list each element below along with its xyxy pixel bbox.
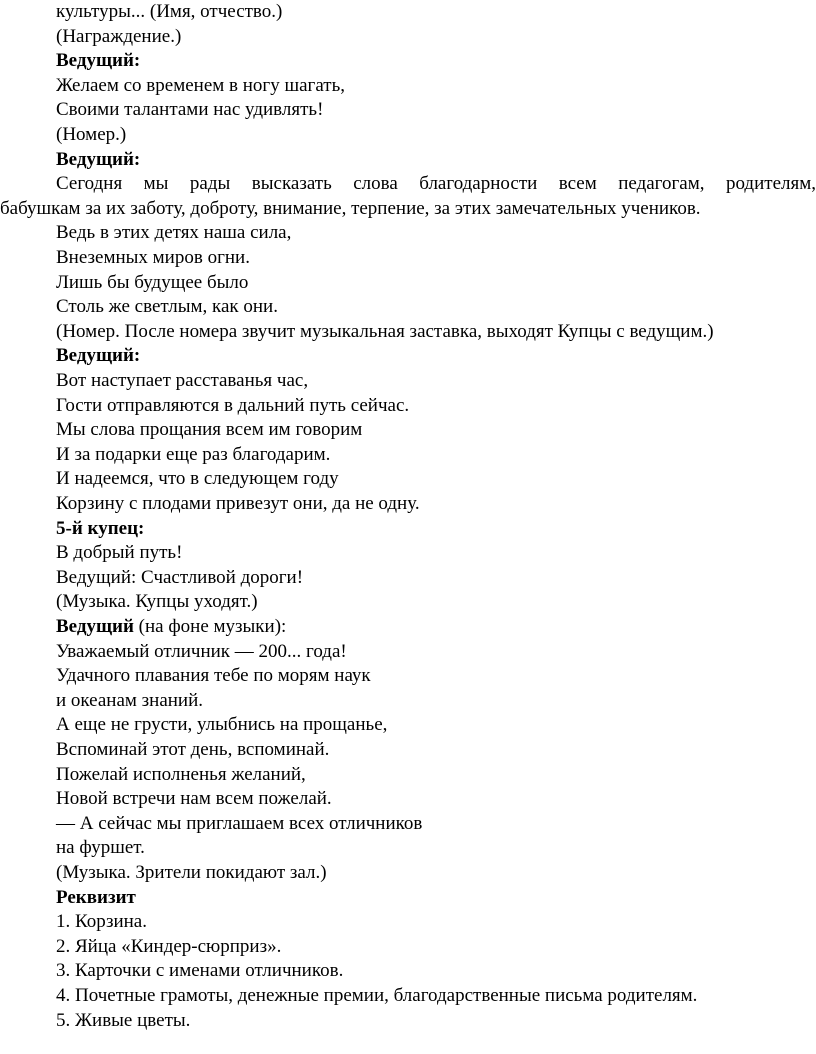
stage-direction: (Номер. После номера звучит музыкальная заставка, выходят Купцы с ведущим.): [56, 320, 714, 342]
text-line: Вспоминай этот день, вспоминай.: [56, 739, 330, 760]
text-line: Гости отправляются в дальний путь сейчас.: [56, 394, 410, 416]
text-line: Корзину с плодами привезут они, да не одну.: [56, 493, 420, 514]
paragraph-line: бабушкам за их заботу, доброту, внимание, терпение, за этих замечательных учеников.: [0, 197, 701, 219]
speaker-note: (на фоне музыки):: [133, 616, 287, 637]
text-line: Удачного плавания тебе по морям наук: [56, 665, 371, 687]
text-line: Мы слова прощания всем им говорим: [56, 419, 363, 441]
text-line: Уважаемый отличник — 200... года!: [56, 640, 347, 662]
text-line: Своими талантами нас удивлять!: [56, 99, 324, 121]
text-line: Ведущий: Счастливой дороги!: [56, 566, 304, 588]
stage-direction: (Музыка. Купцы уходят.): [56, 591, 258, 613]
speaker-heading: Ведущий: [56, 616, 134, 637]
text-line: Ведь в этих детях наша сила,: [56, 222, 292, 244]
text-line: культуры... (Имя, отчество.): [56, 1, 283, 22]
list-item: 2. Яйца «Киндер-сюрприз».: [56, 935, 282, 957]
text-line: И надеемся, что в следующем году: [56, 468, 339, 490]
text-line: Столь же светлым, как они.: [56, 296, 278, 318]
text-line: и океанам знаний.: [56, 689, 204, 711]
list-item: 1. Корзина.: [56, 911, 147, 933]
section-heading: Реквизит: [56, 886, 136, 908]
list-item: 4. Почетные грамоты, денежные премии, благодарственные письма родителям.: [56, 985, 698, 1006]
stage-direction: (Номер.): [56, 124, 127, 145]
text-line: Вот наступает расставанья час,: [56, 370, 309, 391]
list-item: 5. Живые цветы.: [56, 1009, 191, 1031]
text-line: Желаем со временем в ногу шагать,: [56, 74, 345, 96]
list-item: 3. Карточки с именами отличников.: [56, 960, 344, 982]
stage-direction: (Музыка. Зрители покидают зал.): [56, 862, 327, 883]
speaker-heading: 5-й купец:: [56, 517, 145, 539]
text-line: — А сейчас мы приглашаем всех отличников: [56, 812, 423, 834]
text-line: А еще не грусти, улыбнись на прощанье,: [56, 714, 388, 736]
text-line: Внеземных миров огни.: [56, 247, 250, 268]
text-line: И за подарки еще раз благодарим.: [56, 443, 331, 465]
text-line: на фуршет.: [56, 837, 145, 859]
speaker-heading: Ведущий:: [56, 50, 141, 72]
text-line: Лишь бы будущее было: [56, 271, 249, 293]
paragraph-line: Сегодня мы рады высказать слова благодарности всем педагогам, родителям,: [56, 173, 816, 195]
text-line: Пожелай исполненья желаний,: [56, 763, 306, 785]
text-line: (Награждение.): [56, 25, 182, 47]
text-line: Новой встречи нам всем пожелай.: [56, 788, 332, 810]
speaker-heading: Ведущий:: [56, 345, 141, 367]
speaker-heading: Ведущий:: [56, 148, 141, 170]
text-line: В добрый путь!: [56, 542, 183, 564]
speaker-line: [56, 615, 286, 639]
